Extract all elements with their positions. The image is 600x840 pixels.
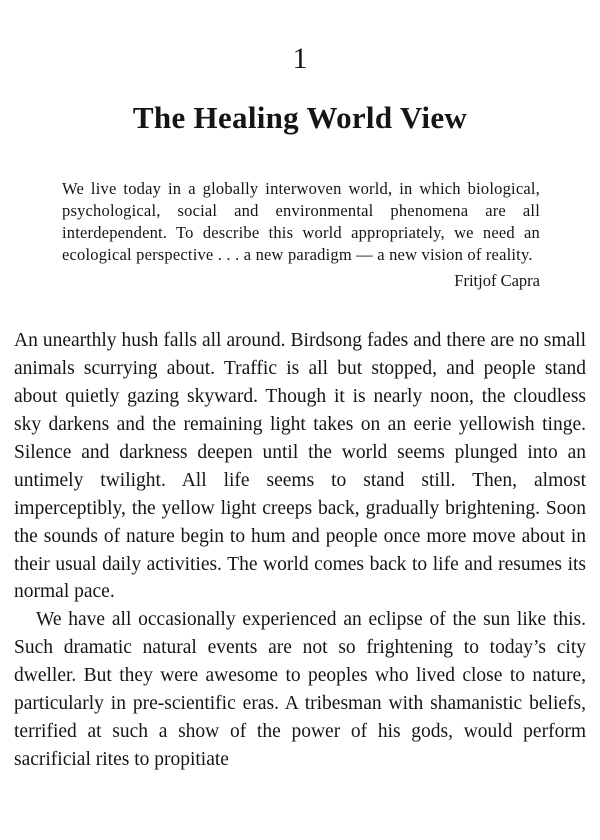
chapter-number: 1 [292,42,308,75]
epigraph-text: We live today in a globally interwoven world, in which biological, psychological, social and environmental phenomena are all interdependent. To describe this world appropriately, we need an ecological perspective . . . a new paradigm — a new vision of reality. [62,179,540,264]
chapter-body [14,327,586,775]
epigraph-attribution: Fritjof Capra [454,270,540,290]
chapter-title: The Healing World View [132,100,468,135]
body-paragraph: We have all occasionally experienced an eclipse of the sun like this. Such dramatic natural events are not so frightening to today’s city dweller. But they were awesome to peoples who lived close to nature, particularly in pre-scientific eras. A tribesman with shamanistic beliefs, terrified at such a show of the power of his gods, would perform sacrificial rites to propitiate [14,609,586,771]
epigraph [62,178,540,291]
body-paragraph: An unearthly hush falls all around. Birdsong fades and there are no small animals scurrying about. Traffic is all but stopped, and people stand about quietly gazing skyward. Though it is nearly noon, the cloudless sky darkens and the remaining light takes on an eerie yellowish tinge. Silence and darkness deepen until the world seems plunged into an untimely twilight. All life seems to stand still. Then, almost imperceptibly, the yellow light creeps back, gradually brightening. Soon the sounds of nature begin to hum and people once more move about in their usual daily activities. The world comes back to life and resumes its normal pace. [14,329,586,603]
